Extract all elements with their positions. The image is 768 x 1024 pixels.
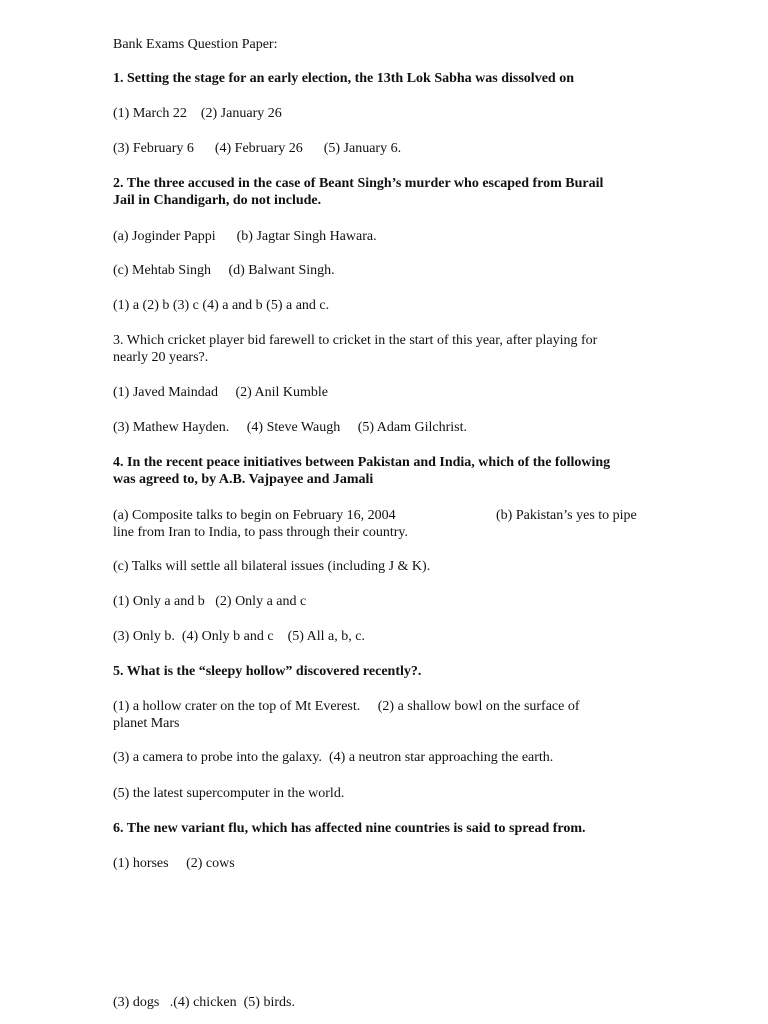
question-3-line-1: 3. Which cricket player bid farewell to cricket in the start of this year, after playing for [113, 333, 598, 348]
question-3-line-2: nearly 20 years?. [113, 350, 209, 365]
question-2-options: (1) a (2) b (3) c (4) a and b (5) a and c. [113, 298, 330, 313]
question-1-options-1: (1) March 22 (2) January 26 [113, 106, 282, 121]
question-6-options-1: (1) horses (2) cows [113, 856, 235, 871]
question-5-options-3: (5) the latest supercomputer in the world. [113, 786, 345, 801]
question-4-item-c: (c) Talks will settle all bilateral issues (including J & K). [113, 559, 431, 574]
question-5-options-1: (1) a hollow crater on the top of Mt Everest. (2) a shallow bowl on the surface of [113, 699, 580, 714]
question-4-options-1: (1) Only a and b (2) Only a and c [113, 594, 307, 609]
question-4-line-1: 4. In the recent peace initiatives between Pakistan and India, which of the following [113, 455, 611, 470]
question-4-options-2: (3) Only b. (4) Only b and c (5) All a, b, c. [113, 629, 365, 644]
question-1-options-2: (3) February 6 (4) February 26 (5) January 6. [113, 141, 402, 156]
question-3-options-2: (3) Mathew Hayden. (4) Steve Waugh (5) Adam Gilchrist. [113, 420, 467, 435]
question-2-line-2: Jail in Chandigarh, do not include. [113, 193, 322, 208]
question-6-options-2: (3) dogs .(4) chicken (5) birds. [113, 995, 295, 1010]
question-2-items-1: (a) Joginder Pappi (b) Jagtar Singh Hawara. [113, 229, 377, 244]
question-6: 6. The new variant flu, which has affected nine countries is said to spread from. [113, 821, 586, 836]
question-4-line-2: was agreed to, by A.B. Vajpayee and Jamali [113, 472, 374, 487]
question-4-item-b: (b) Pakistan’s yes to pipe [496, 508, 637, 523]
question-3-options-1: (1) Javed Maindad (2) Anil Kumble [113, 385, 329, 400]
question-2-items-2: (c) Mehtab Singh (d) Balwant Singh. [113, 263, 335, 278]
question-4-item-a: (a) Composite talks to begin on February 16, 2004 [113, 508, 396, 523]
question-5-options-2: (3) a camera to probe into the galaxy. (4) a neutron star approaching the earth. [113, 750, 554, 765]
question-2-line-1: 2. The three accused in the case of Beant Singh’s murder who escaped from Burail [113, 176, 604, 191]
question-4-item-b-cont: line from Iran to India, to pass through their country. [113, 525, 408, 540]
question-5-options-1-cont: planet Mars [113, 716, 180, 731]
question-5: 5. What is the “sleepy hollow” discovered recently?. [113, 664, 422, 679]
document-header: Bank Exams Question Paper: [113, 37, 278, 52]
question-1: 1. Setting the stage for an early election, the 13th Lok Sabha was dissolved on [113, 71, 574, 86]
